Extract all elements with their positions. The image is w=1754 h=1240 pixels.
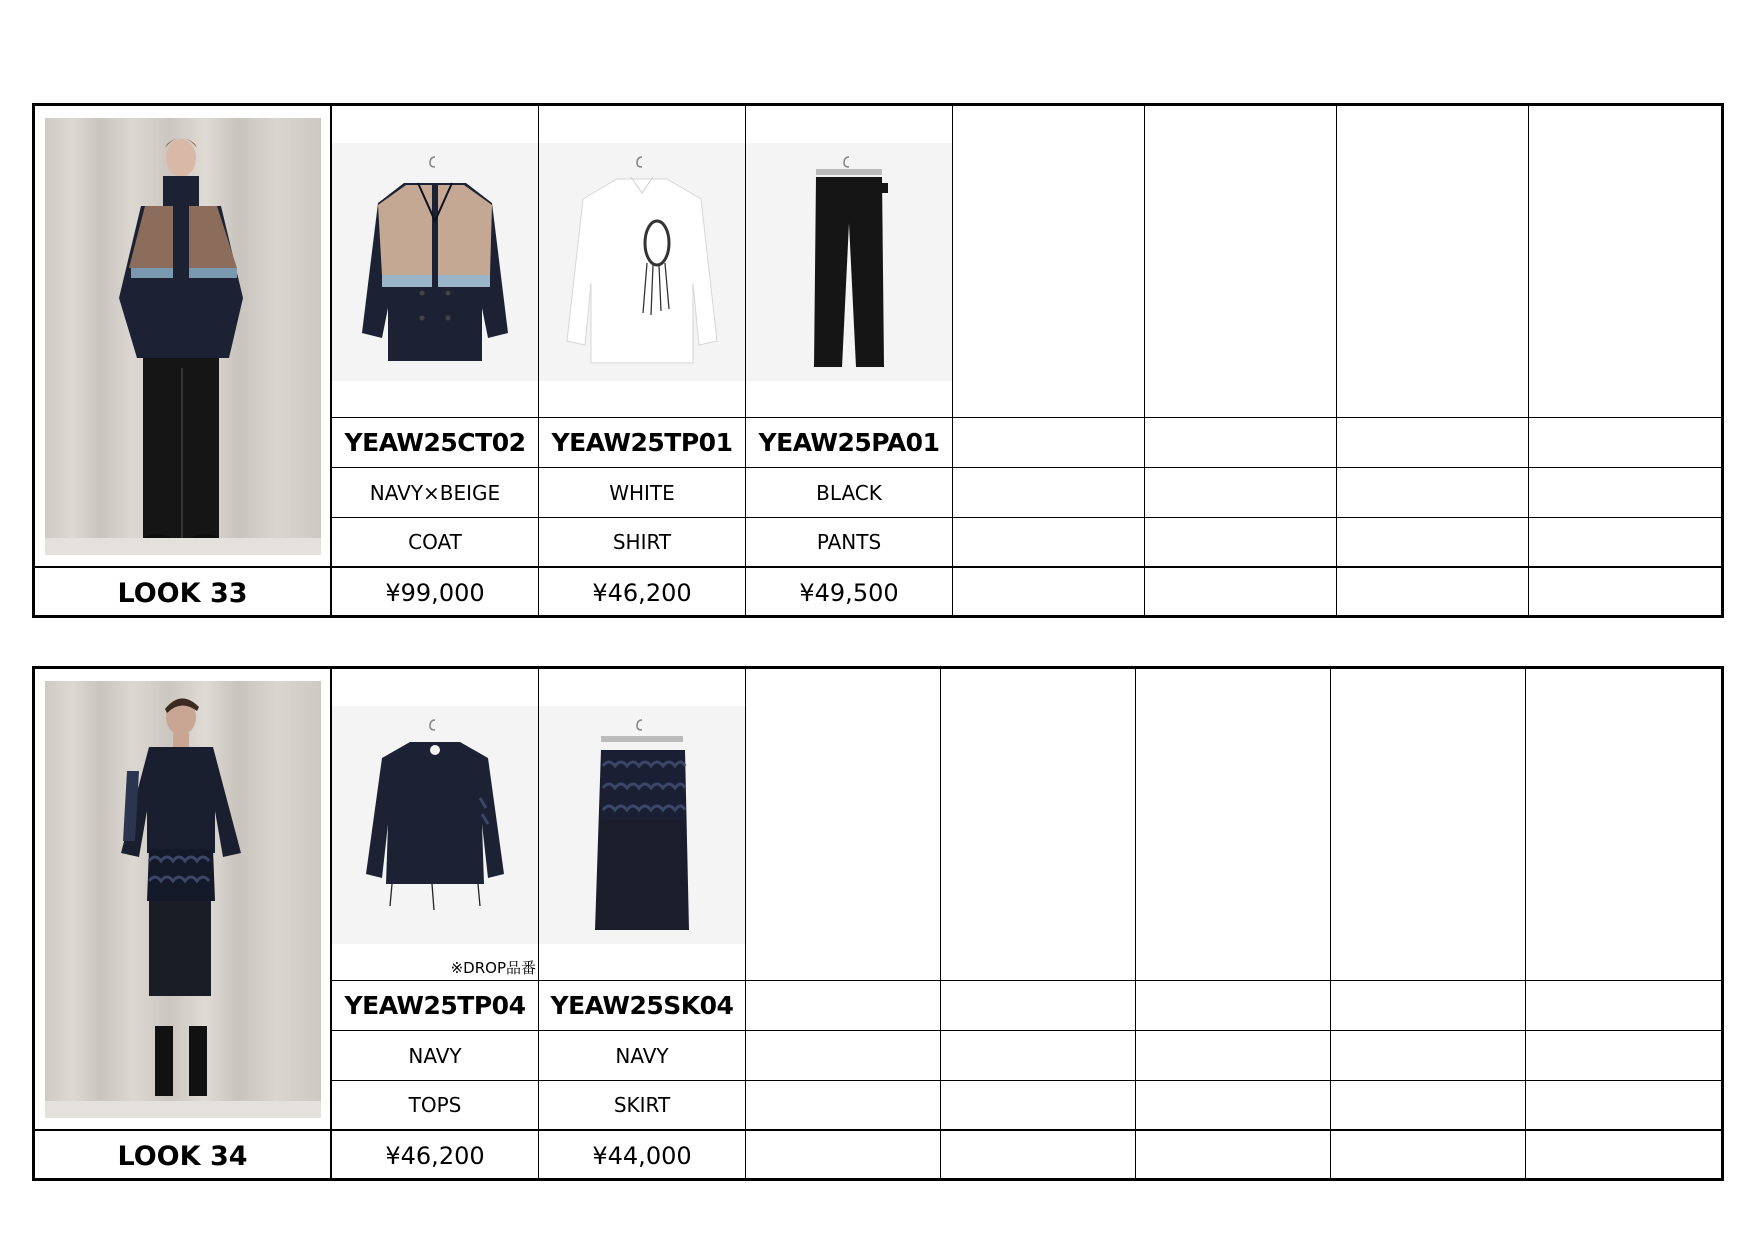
empty-cell <box>953 468 1145 518</box>
empty-cell <box>1529 568 1721 618</box>
empty-cell <box>746 1081 941 1131</box>
empty-cell <box>953 106 1145 418</box>
look-model-photo <box>35 669 332 1131</box>
empty-cell <box>1145 418 1337 468</box>
product-price: ¥46,200 <box>539 568 746 618</box>
empty-cell <box>1526 981 1721 1031</box>
empty-cell <box>1331 669 1526 981</box>
product-image-cell <box>539 106 746 418</box>
empty-cell <box>1337 518 1529 568</box>
product-category: SHIRT <box>539 518 746 568</box>
empty-cell <box>1529 106 1721 418</box>
empty-cell <box>1331 1031 1526 1081</box>
product-color: NAVY <box>332 1031 539 1081</box>
product-category: SKIRT <box>539 1081 746 1131</box>
empty-cell <box>1526 1031 1721 1081</box>
empty-cell <box>1337 106 1529 418</box>
product-price: ¥46,200 <box>332 1131 539 1181</box>
empty-cell <box>746 981 941 1031</box>
look-model-photo <box>35 106 332 568</box>
empty-cell <box>1136 1131 1331 1181</box>
look-sheet-33 <box>32 103 1724 618</box>
empty-cell <box>1526 1131 1721 1181</box>
empty-cell <box>1529 418 1721 468</box>
empty-cell <box>953 568 1145 618</box>
empty-cell <box>1145 468 1337 518</box>
look-sheet-34 <box>32 666 1724 1181</box>
empty-cell <box>941 1131 1136 1181</box>
product-color: WHITE <box>539 468 746 518</box>
product-category: PANTS <box>746 518 953 568</box>
product-code: YEAW25TP01 <box>539 418 746 468</box>
empty-cell <box>1331 1131 1526 1181</box>
product-color: NAVY <box>539 1031 746 1081</box>
model-photo-look-33 <box>45 118 321 555</box>
empty-cell <box>941 669 1136 981</box>
product-code: YEAW25SK04 <box>539 981 746 1031</box>
empty-cell <box>746 1031 941 1081</box>
model-photo-look-34 <box>45 681 321 1118</box>
product-price: ¥44,000 <box>539 1131 746 1181</box>
product-image-cell <box>539 669 746 981</box>
empty-cell <box>1526 669 1721 981</box>
product-color: BLACK <box>746 468 953 518</box>
empty-cell <box>1136 981 1331 1031</box>
empty-cell <box>1337 468 1529 518</box>
coat-icon <box>332 143 538 381</box>
look-label: LOOK 34 <box>35 1131 332 1181</box>
product-code: YEAW25PA01 <box>746 418 953 468</box>
empty-cell <box>746 1131 941 1181</box>
product-image-cell <box>332 106 539 418</box>
empty-cell <box>1136 1081 1331 1131</box>
drop-note: ※DROP品番 <box>450 959 536 977</box>
empty-cell <box>1331 981 1526 1031</box>
empty-cell <box>1529 468 1721 518</box>
product-color: NAVY×BEIGE <box>332 468 539 518</box>
empty-cell <box>953 418 1145 468</box>
product-code: YEAW25TP04 <box>332 981 539 1031</box>
product-image-cell <box>332 669 539 981</box>
empty-cell <box>1526 1081 1721 1131</box>
product-price: ¥49,500 <box>746 568 953 618</box>
product-price: ¥99,000 <box>332 568 539 618</box>
empty-cell <box>1136 669 1331 981</box>
shirt-icon <box>539 143 745 381</box>
empty-cell <box>953 518 1145 568</box>
empty-cell <box>1331 1081 1526 1131</box>
empty-cell <box>1136 1031 1331 1081</box>
empty-cell <box>941 981 1136 1031</box>
tops-icon <box>332 706 538 944</box>
empty-cell <box>1145 518 1337 568</box>
empty-cell <box>1145 568 1337 618</box>
skirt-icon <box>539 706 745 944</box>
product-image-cell <box>746 106 953 418</box>
pants-icon <box>746 143 952 381</box>
empty-cell <box>1337 568 1529 618</box>
empty-cell <box>941 1031 1136 1081</box>
empty-cell <box>746 669 941 981</box>
empty-cell <box>941 1081 1136 1131</box>
empty-cell <box>1337 418 1529 468</box>
product-category: TOPS <box>332 1081 539 1131</box>
look-label: LOOK 33 <box>35 568 332 618</box>
empty-cell <box>1145 106 1337 418</box>
empty-cell <box>1529 518 1721 568</box>
product-category: COAT <box>332 518 539 568</box>
product-code: YEAW25CT02 <box>332 418 539 468</box>
